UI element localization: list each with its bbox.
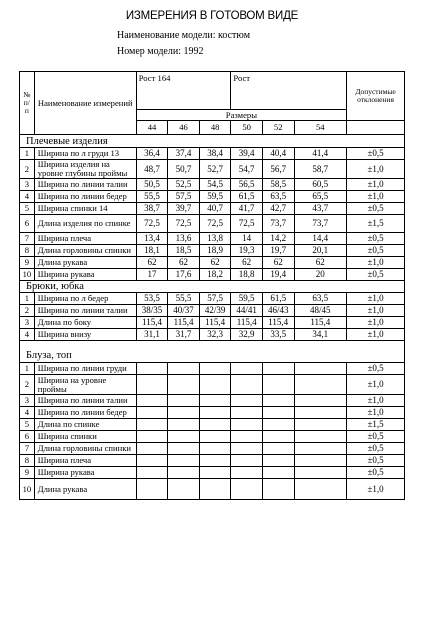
measurement-value (199, 431, 231, 443)
measurement-value: 48/45 (294, 305, 347, 317)
measurement-name: Длина рукава (34, 479, 136, 500)
tolerance-value: ±0,5 (347, 233, 405, 245)
measurement-value: 13,6 (168, 233, 200, 245)
measurement-value (262, 467, 294, 479)
measurement-value (262, 443, 294, 455)
measurement-value: 61,5 (231, 191, 263, 203)
table-row (20, 443, 405, 455)
measurement-value (231, 395, 263, 407)
measurement-value: 55,5 (136, 191, 168, 203)
measurement-value (231, 363, 263, 375)
measurement-value: 115,4 (136, 317, 168, 329)
measurement-value (294, 375, 347, 395)
measurement-value: 34,1 (294, 329, 347, 341)
measurement-value (262, 375, 294, 395)
measurement-value: 31,7 (168, 329, 200, 341)
measurement-value: 43,7 (294, 203, 347, 215)
measurement-value: 13,8 (199, 233, 231, 245)
measurement-value: 37,4 (168, 148, 200, 160)
measurement-value: 17 (136, 269, 168, 281)
measurement-value: 31,1 (136, 329, 168, 341)
table-row (20, 363, 405, 375)
header-size-44: 44 (136, 121, 168, 135)
header-size-54: 54 (294, 121, 347, 135)
measurement-value: 62 (136, 257, 168, 269)
measurement-value (262, 431, 294, 443)
measurement-value (294, 419, 347, 431)
measurement-value: 46/43 (262, 305, 294, 317)
measurement-value (231, 375, 263, 395)
measurement-value (199, 479, 231, 500)
row-number: 7 (20, 233, 35, 245)
measurement-value (136, 467, 168, 479)
measurement-value (262, 395, 294, 407)
section-header-row (20, 135, 405, 148)
table-row (20, 215, 405, 233)
measurement-value (168, 443, 200, 455)
measurement-value (294, 443, 347, 455)
header-tolerance: Допустимые отклонения (347, 72, 405, 121)
row-number: 4 (20, 407, 35, 419)
measurement-value (294, 395, 347, 407)
measurement-value (231, 467, 263, 479)
measurement-name: Ширина по линии бедер (34, 191, 136, 203)
row-number: 3 (20, 317, 35, 329)
header-num-3: п (24, 106, 29, 115)
measurement-value: 18,8 (231, 269, 263, 281)
tolerance-value: ±1,0 (347, 305, 405, 317)
measurement-value (294, 479, 347, 500)
header-size-46: 46 (168, 121, 200, 135)
measurement-value: 41,4 (294, 148, 347, 160)
measurement-value: 52,7 (199, 160, 231, 179)
measurement-value (294, 455, 347, 467)
row-number: 7 (20, 443, 35, 455)
measurement-name: Ширина на уровне проймы (34, 375, 136, 395)
header-sizes-label: Размеры (136, 110, 346, 121)
tolerance-value: ±1,0 (347, 191, 405, 203)
row-number: 6 (20, 215, 35, 233)
header-name-cell: Наименование измерений (34, 72, 136, 135)
measurement-value: 62 (231, 257, 263, 269)
measurement-value: 54,7 (231, 160, 263, 179)
measurement-value: 38,7 (136, 203, 168, 215)
measurement-value: 115,4 (231, 317, 263, 329)
row-number: 10 (20, 269, 35, 281)
measurement-value (262, 419, 294, 431)
measurement-value (294, 407, 347, 419)
measurement-value: 42/39 (199, 305, 231, 317)
row-number: 5 (20, 419, 35, 431)
header-height-other: Рост (231, 72, 347, 110)
measurement-value: 39,7 (168, 203, 200, 215)
tolerance-value: ±1,0 (347, 479, 405, 500)
measurement-value (168, 363, 200, 375)
measurement-name: Ширина плеча (34, 233, 136, 245)
measurement-value (168, 395, 200, 407)
tolerance-value: ±0,5 (347, 148, 405, 160)
measurement-value (136, 479, 168, 500)
measurement-name: Длина по боку (34, 317, 136, 329)
tolerance-value: ±0,5 (347, 363, 405, 375)
row-number: 3 (20, 395, 35, 407)
measurement-value (168, 455, 200, 467)
measurement-value: 55,5 (168, 293, 200, 305)
table-row (20, 419, 405, 431)
measurement-value: 62 (199, 257, 231, 269)
tolerance-value: ±1,0 (347, 395, 405, 407)
measurement-value: 57,5 (168, 191, 200, 203)
measurement-value: 56,7 (262, 160, 294, 179)
table-row (20, 375, 405, 395)
tolerance-value: ±0,5 (347, 431, 405, 443)
tolerance-value: ±1,0 (347, 257, 405, 269)
measurement-value: 40/37 (168, 305, 200, 317)
measurement-value: 60,5 (294, 179, 347, 191)
measurement-name: Ширина по линии талии (34, 305, 136, 317)
measurement-value (168, 407, 200, 419)
tolerance-value: ±1,0 (347, 329, 405, 341)
row-number: 4 (20, 329, 35, 341)
header-size-48: 48 (199, 121, 231, 135)
header-num-cell (20, 72, 35, 135)
tolerance-value: ±0,5 (347, 455, 405, 467)
tolerance-value: ±1,5 (347, 419, 405, 431)
measurement-value: 38/35 (136, 305, 168, 317)
table-row (20, 148, 405, 160)
measurement-value: 58,5 (262, 179, 294, 191)
measurement-value: 115,4 (199, 317, 231, 329)
tolerance-value: ±1,0 (347, 160, 405, 179)
measurement-value (136, 407, 168, 419)
measurement-value (294, 467, 347, 479)
measurement-value: 17,6 (168, 269, 200, 281)
row-number: 9 (20, 257, 35, 269)
measurement-name: Ширина по линии бедер (34, 407, 136, 419)
row-number: 2 (20, 375, 35, 395)
measurement-value: 33,5 (262, 329, 294, 341)
measurement-value: 14 (231, 233, 263, 245)
measurement-value (199, 407, 231, 419)
table-row (20, 431, 405, 443)
measurement-name: Длина по спинке (34, 419, 136, 431)
measurement-value (168, 479, 200, 500)
tolerance-value: ±1,0 (347, 407, 405, 419)
measurement-value: 19,3 (231, 245, 263, 257)
measurement-value: 53,5 (136, 293, 168, 305)
row-number: 2 (20, 305, 35, 317)
measurement-name: Ширина по линии талии (34, 179, 136, 191)
measurement-value: 40,7 (199, 203, 231, 215)
measurement-value: 50,7 (168, 160, 200, 179)
table-row (20, 467, 405, 479)
row-number: 10 (20, 479, 35, 500)
measurement-name: Ширина спинки 14 (34, 203, 136, 215)
measurement-value (199, 375, 231, 395)
measurement-value: 65,5 (294, 191, 347, 203)
measurement-value (262, 455, 294, 467)
row-number: 9 (20, 467, 35, 479)
measurement-value: 73,7 (294, 215, 347, 233)
measurement-value (262, 363, 294, 375)
table-row (20, 329, 405, 341)
measurement-value (294, 431, 347, 443)
row-number: 8 (20, 455, 35, 467)
measurement-name: Ширина рукава (34, 269, 136, 281)
measurement-value: 72,5 (136, 215, 168, 233)
model-number-line: Номер модели: 1992 (117, 46, 204, 57)
measurement-value: 42,7 (262, 203, 294, 215)
measurement-value (231, 431, 263, 443)
measurement-name: Ширина внизу (34, 329, 136, 341)
tolerance-value: ±1,0 (347, 179, 405, 191)
header-height-164: Рост 164 (136, 72, 231, 110)
section-header-row (20, 281, 405, 293)
table-row (20, 305, 405, 317)
measurement-name: Длина горловины спинки (34, 245, 136, 257)
table-row (20, 317, 405, 329)
header-num-2: п/ (23, 98, 30, 107)
measurement-value: 19,7 (262, 245, 294, 257)
measurement-value (168, 431, 200, 443)
tolerance-value: ±0,5 (347, 443, 405, 455)
row-number: 4 (20, 191, 35, 203)
measurement-name: Длина изделия по спинке (34, 215, 136, 233)
measurement-value: 44/41 (231, 305, 263, 317)
table-row (20, 407, 405, 419)
measurement-name: Ширина рукава (34, 467, 136, 479)
section-header-row (20, 341, 405, 363)
measurement-value: 72,5 (199, 215, 231, 233)
measurement-name: Длина рукава (34, 257, 136, 269)
section-title: Плечевые изделия (20, 135, 405, 148)
measurement-value: 73,7 (262, 215, 294, 233)
table-row (20, 455, 405, 467)
tolerance-value: ±1,0 (347, 317, 405, 329)
measurement-value (136, 363, 168, 375)
measurement-value (231, 455, 263, 467)
measurement-value (231, 479, 263, 500)
row-number: 2 (20, 160, 35, 179)
measurement-value (199, 395, 231, 407)
measurement-value: 61,5 (262, 293, 294, 305)
measurement-value (136, 375, 168, 395)
measurement-value: 18,2 (199, 269, 231, 281)
table-row (20, 293, 405, 305)
measurement-value: 40,4 (262, 148, 294, 160)
document-title: ИЗМЕРЕНИЯ В ГОТОВОМ ВИДЕ (125, 10, 299, 22)
measurement-value: 18,1 (136, 245, 168, 257)
row-number: 1 (20, 293, 35, 305)
measurement-value: 72,5 (168, 215, 200, 233)
measurement-value (136, 431, 168, 443)
measurement-value: 50,5 (136, 179, 168, 191)
tolerance-value: ±0,5 (347, 245, 405, 257)
table-row (20, 395, 405, 407)
measurement-value (199, 419, 231, 431)
measurement-value (168, 375, 200, 395)
measurement-name: Ширина по линии талии (34, 395, 136, 407)
measurement-value: 56,5 (231, 179, 263, 191)
measurement-name: Длина горловины спинки (34, 443, 136, 455)
measurement-value: 39,4 (231, 148, 263, 160)
header-row-1 (20, 72, 405, 110)
measurement-value (262, 407, 294, 419)
tolerance-value: ±1,0 (347, 375, 405, 395)
row-number: 1 (20, 148, 35, 160)
measurement-value (262, 479, 294, 500)
measurement-value (231, 419, 263, 431)
measurement-value (136, 443, 168, 455)
header-size-50: 50 (231, 121, 263, 135)
header-size-52: 52 (262, 121, 294, 135)
measurement-name: Ширина изделия на уровне глубины проймы (34, 160, 136, 179)
table-row (20, 269, 405, 281)
measurement-value (136, 419, 168, 431)
measurement-value (199, 467, 231, 479)
measurement-value: 54,5 (199, 179, 231, 191)
measurement-value (136, 395, 168, 407)
row-number: 5 (20, 203, 35, 215)
tolerance-value: ±0,5 (347, 203, 405, 215)
tolerance-value: ±1,0 (347, 293, 405, 305)
measurement-value: 14,2 (262, 233, 294, 245)
measurement-value: 32,3 (199, 329, 231, 341)
row-number: 3 (20, 179, 35, 191)
measurement-value: 19,4 (262, 269, 294, 281)
measurements-table (19, 71, 405, 500)
row-number: 8 (20, 245, 35, 257)
table-row (20, 233, 405, 245)
measurement-value: 62 (294, 257, 347, 269)
measurement-value: 115,4 (294, 317, 347, 329)
table-row (20, 479, 405, 500)
row-number: 1 (20, 363, 35, 375)
section-title: Блуза, топ (20, 341, 405, 363)
measurement-value: 36,4 (136, 148, 168, 160)
measurement-value: 72,5 (231, 215, 263, 233)
tolerance-value: ±0,5 (347, 467, 405, 479)
measurement-value (294, 363, 347, 375)
table-row (20, 191, 405, 203)
measurement-value (168, 467, 200, 479)
measurement-name: Ширина спинки (34, 431, 136, 443)
table-row (20, 179, 405, 191)
measurement-value: 14,4 (294, 233, 347, 245)
measurement-value: 18,5 (168, 245, 200, 257)
measurement-value: 63,5 (262, 191, 294, 203)
measurement-value: 59,5 (231, 293, 263, 305)
header-num-1: № (23, 90, 31, 99)
measurement-value (199, 443, 231, 455)
measurement-value (168, 419, 200, 431)
table-row (20, 160, 405, 179)
measurement-value: 59,5 (199, 191, 231, 203)
measurement-value: 32,9 (231, 329, 263, 341)
table-row (20, 203, 405, 215)
measurement-value (199, 363, 231, 375)
measurement-value: 20,1 (294, 245, 347, 257)
measurement-value: 52,5 (168, 179, 200, 191)
measurement-name: Ширина по л груди 13 (34, 148, 136, 160)
measurement-value: 48,7 (136, 160, 168, 179)
measurement-value: 58,7 (294, 160, 347, 179)
measurement-name: Ширина плеча (34, 455, 136, 467)
section-title: Брюки, юбка (20, 281, 405, 293)
measurement-value: 57,5 (199, 293, 231, 305)
table-body (20, 72, 405, 500)
table-row (20, 245, 405, 257)
measurement-value: 18,9 (199, 245, 231, 257)
measurement-value: 13,4 (136, 233, 168, 245)
row-number: 6 (20, 431, 35, 443)
model-name-line: Наименование модели: костюм (117, 30, 251, 41)
table-row (20, 257, 405, 269)
measurement-value (231, 443, 263, 455)
measurement-value (199, 455, 231, 467)
measurement-name: Ширина по линии груди (34, 363, 136, 375)
measurement-value: 38,4 (199, 148, 231, 160)
measurement-value (136, 455, 168, 467)
measurement-value: 62 (168, 257, 200, 269)
measurement-value: 41,7 (231, 203, 263, 215)
measurement-value: 63,5 (294, 293, 347, 305)
measurement-value: 62 (262, 257, 294, 269)
measurement-name: Ширина по л бедер (34, 293, 136, 305)
tolerance-value: ±1,5 (347, 215, 405, 233)
measurement-value (231, 407, 263, 419)
measurement-value: 115,4 (262, 317, 294, 329)
header-blank-cell (347, 121, 405, 135)
measurement-value: 115,4 (168, 317, 200, 329)
tolerance-value: ±0,5 (347, 269, 405, 281)
measurement-value: 20 (294, 269, 347, 281)
